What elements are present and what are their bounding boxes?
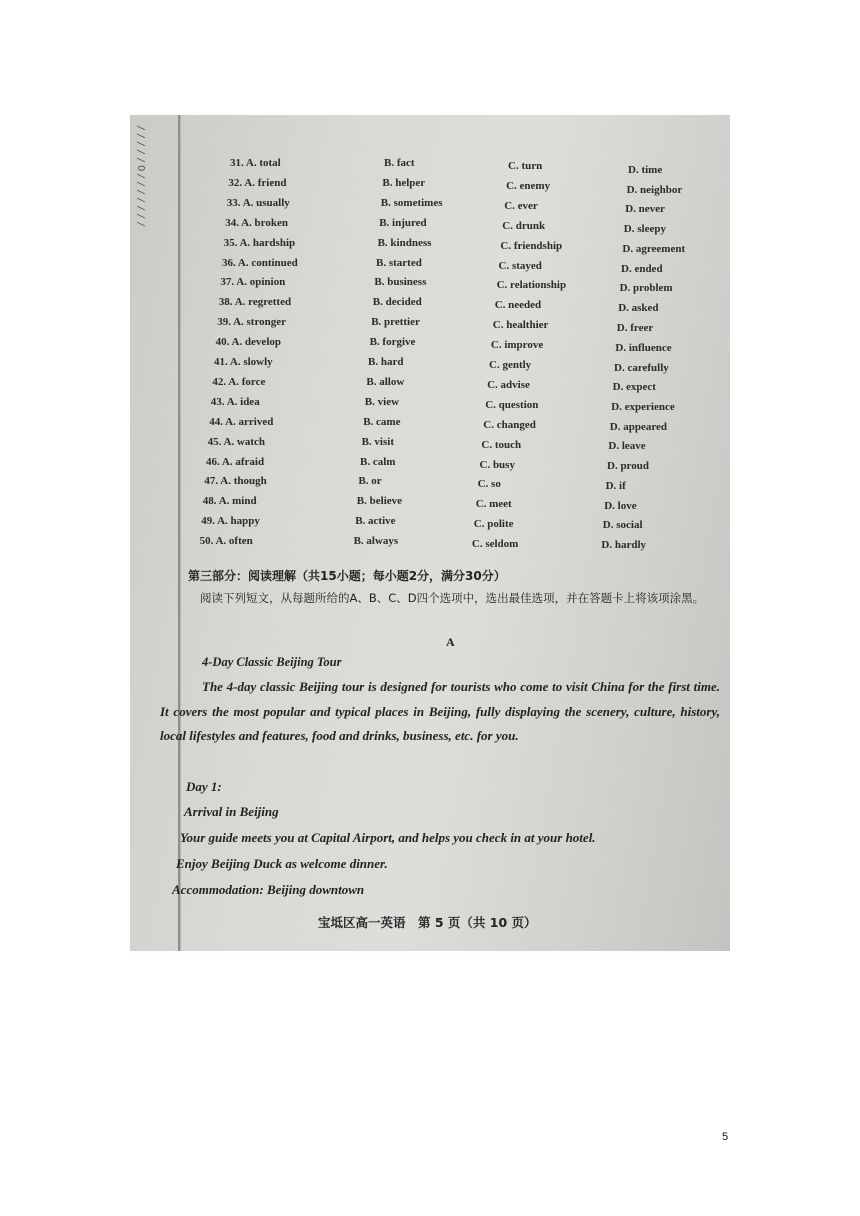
option-a: 45. A. watch <box>207 435 266 448</box>
option-a: 32. A. friend <box>228 176 287 189</box>
option-b: B. visit <box>361 435 394 448</box>
option-b: B. view <box>364 395 400 408</box>
option-b: B. helper <box>382 176 426 189</box>
page-number: 5 <box>722 1131 729 1143</box>
option-d: D. social <box>602 519 643 532</box>
option-row <box>130 336 730 352</box>
option-d: D. love <box>604 499 637 512</box>
section-title: 第三部分：阅读理解（共15小题；每小题2分，满分30分） <box>188 569 506 583</box>
option-a: 40. A. develop <box>215 336 281 349</box>
option-b: B. injured <box>379 216 427 229</box>
option-row <box>130 535 730 551</box>
option-b: B. hard <box>368 356 404 368</box>
option-b: B. came <box>363 415 401 428</box>
option-row <box>130 475 730 491</box>
option-a: 34. A. broken <box>225 216 288 229</box>
option-b: B. sometimes <box>380 196 443 209</box>
exam-photo <box>130 115 730 951</box>
option-a: 35. A. hardship <box>223 236 296 249</box>
binding-marks: /////O/////// <box>135 125 146 230</box>
option-row <box>130 376 730 392</box>
passage-letter: A <box>446 635 455 649</box>
option-row <box>130 157 730 176</box>
option-b: B. fact <box>384 157 415 169</box>
option-c: C. needed <box>494 299 542 312</box>
option-row <box>130 176 730 196</box>
option-d: D. ended <box>621 262 663 275</box>
option-row <box>130 495 730 511</box>
page-footer: 宝坻区高一英语 第 5 页（共 10 页） <box>318 915 537 930</box>
option-a: 41. A. slowly <box>214 356 273 368</box>
passage-intro: The 4-day classic Beijing tour is designed for tourists who come to visit China for the first time. It covers the most popular and typical places in Beijing, fully displaying the scenery, culture, history, local lifestyles and features, food and drinks, business, etc. for you. <box>160 679 720 743</box>
option-d: D. influence <box>615 341 672 354</box>
option-c: C. busy <box>479 458 515 471</box>
option-b: B. prettier <box>371 316 420 329</box>
option-d: D. never <box>625 203 665 216</box>
option-c: C. drunk <box>502 219 546 232</box>
option-a: 44. A. arrived <box>209 415 274 428</box>
option-a: 42. A. force <box>212 375 266 388</box>
option-row <box>130 456 730 472</box>
option-d: D. asked <box>618 302 659 315</box>
option-a: 33. A. usually <box>226 196 290 209</box>
option-b: B. believe <box>356 495 403 508</box>
option-d: D. appeared <box>609 420 668 433</box>
option-c: C. relationship <box>496 279 567 292</box>
option-row <box>130 276 730 295</box>
option-d: D. hardly <box>601 539 647 552</box>
option-row <box>130 356 730 372</box>
option-a: 50. A. often <box>199 535 253 548</box>
passage-title: 4-Day Classic Beijing Tour <box>202 655 342 669</box>
option-b: B. kindness <box>377 236 432 249</box>
option-row <box>130 216 730 236</box>
option-c: C. polite <box>473 518 514 531</box>
option-row <box>130 436 730 452</box>
option-row <box>130 196 730 216</box>
option-c: C. changed <box>483 418 536 431</box>
option-a: 39. A. stronger <box>217 316 287 329</box>
option-d: D. expect <box>612 381 656 394</box>
option-a: 49. A. happy <box>201 515 260 528</box>
option-b: B. or <box>358 475 382 488</box>
option-row <box>130 316 730 332</box>
option-b: B. always <box>353 535 399 548</box>
option-d: D. leave <box>608 440 646 453</box>
option-a: 38. A. regretted <box>218 296 292 309</box>
option-c: C. so <box>477 478 501 491</box>
option-d: D. experience <box>611 400 675 413</box>
option-d: D. sleepy <box>623 223 666 236</box>
option-b: B. allow <box>366 375 405 388</box>
option-c: C. touch <box>481 438 522 451</box>
option-a: 37. A. opinion <box>220 276 286 289</box>
option-c: C. friendship <box>500 239 563 252</box>
option-b: B. forgive <box>369 336 416 349</box>
option-a: 46. A. afraid <box>206 455 265 468</box>
option-a: 43. A. idea <box>210 395 260 408</box>
option-d: D. proud <box>607 460 649 473</box>
option-d: D. agreement <box>622 242 686 255</box>
option-c: C. question <box>485 398 539 411</box>
option-c: C. advise <box>487 378 530 391</box>
accommodation-line: Accommodation: Beijing downtown <box>172 882 365 897</box>
day-heading: Day 1: <box>186 779 222 794</box>
option-a: 36. A. continued <box>222 256 298 269</box>
option-c: C. healthier <box>492 319 549 332</box>
option-b: B. business <box>374 276 427 289</box>
option-d: D. neighbor <box>626 183 683 196</box>
option-b: B. started <box>376 256 422 269</box>
option-c: C. seldom <box>471 538 519 551</box>
arrival-line: Arrival in Beijing <box>184 804 279 819</box>
option-d: D. problem <box>619 282 673 295</box>
option-c: C. turn <box>508 160 543 172</box>
option-d: D. carefully <box>614 361 669 374</box>
option-d: D. if <box>605 479 626 492</box>
option-a: 48. A. mind <box>202 495 257 508</box>
option-c: C. stayed <box>498 259 542 272</box>
option-c: C. ever <box>504 199 538 212</box>
option-row <box>130 237 730 253</box>
option-c: C. enemy <box>506 179 551 192</box>
option-c: C. improve <box>490 339 544 352</box>
option-b: B. active <box>355 515 396 528</box>
option-d: D. freer <box>616 321 654 334</box>
dinner-line: Enjoy Beijing Duck as welcome dinner. <box>176 856 388 871</box>
guide-line: Your guide meets you at Capital Airport, and helps you check in at your hotel. <box>180 830 596 845</box>
option-b: B. decided <box>372 296 422 309</box>
option-d: D. time <box>628 164 663 176</box>
option-row <box>130 296 730 315</box>
option-row <box>130 396 730 412</box>
option-row <box>130 515 730 531</box>
instructions: 阅读下列短文，从每题所给的A、B、C、D四个选项中，选出最佳选项，并在答题卡上将该项涂黑。 <box>200 591 705 605</box>
option-c: C. meet <box>475 498 512 511</box>
option-a: 31. A. total <box>230 157 281 169</box>
option-a: 47. A. though <box>204 475 267 488</box>
option-row <box>130 257 730 273</box>
option-b: B. calm <box>360 455 396 468</box>
option-c: C. gently <box>489 359 532 371</box>
option-row <box>130 416 730 432</box>
